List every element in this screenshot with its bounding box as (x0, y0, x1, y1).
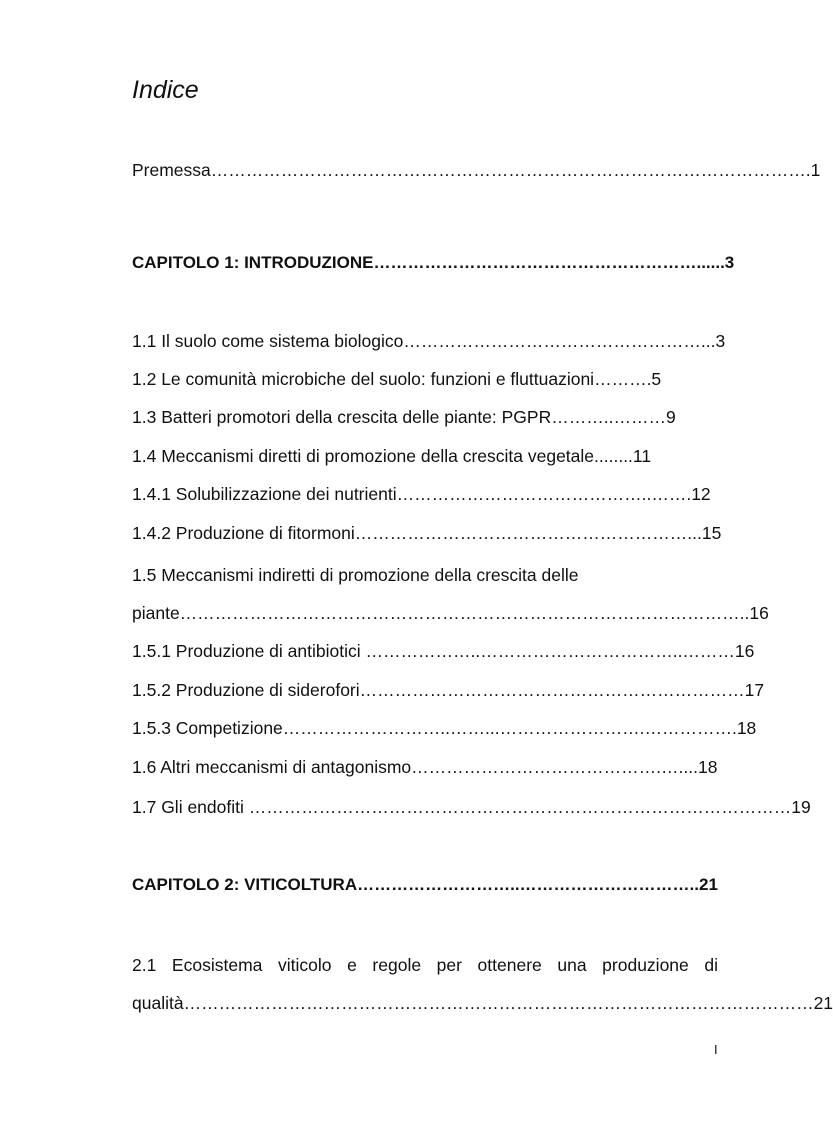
toc-entry-1-6: 1.6 Altri meccanismi di antagonismo…………………………………….…....18 (132, 757, 718, 777)
toc-entry-1-4-1: 1.4.1 Solubilizzazione dei nutrienti……………………………………..…….12 (132, 484, 711, 504)
toc-entry-2-1-cont: qualità………………………………………………………………………………………………21 (132, 993, 833, 1013)
toc-chapter-1: CAPITOLO 1: INTRODUZIONE…………………………………………………......3 (132, 253, 735, 272)
page-number: I (714, 1042, 718, 1057)
toc-entry-1-5: 1.5 Meccanismi indiretti di promozione della crescita delle (132, 565, 579, 585)
toc-entry-1-2: 1.2 Le comunità microbiche del suolo: funzioni e fluttuazioni……….5 (132, 369, 662, 389)
page-title: Indice (132, 76, 199, 104)
toc-entry-1-5-1: 1.5.1 Produzione di antibiotici ………………..……………………………..………16 (132, 641, 755, 661)
toc-entry-1-4: 1.4 Meccanismi diretti di promozione della crescita vegetale........11 (132, 446, 652, 466)
toc-entry-1-5-3: 1.5.3 Competizione………………………..……...…………………….…………….18 (132, 718, 757, 738)
toc-entry-1-1: 1.1 Il suolo come sistema biologico……………………………………………...3 (132, 331, 726, 351)
toc-chapter-2: CAPITOLO 2: VITICOLTURA………………………..…………………………..21 (132, 875, 718, 894)
toc-entry-1-3: 1.3 Batteri promotori della crescita delle piante: PGPR………..………9 (132, 407, 676, 427)
toc-entry-1-7: 1.7 Gli endofiti …………………………………………………………………………………19 (132, 797, 811, 817)
toc-entry-1-5-2: 1.5.2 Produzione di siderofori…………………………………………………………17 (132, 680, 765, 700)
toc-entry-1-5-cont: piante……………………………………………………………………………………..16 (132, 603, 769, 623)
toc-entry-2-1: 2.1 Ecosistema viticolo e regole per ottenere una produzione di (132, 955, 718, 975)
toc-entry-1-4-2: 1.4.2 Produzione di fitormoni…………………………………………………...15 (132, 523, 722, 543)
toc-entry-premessa: Premessa………………………………………………………………………………………….1 (132, 160, 821, 180)
